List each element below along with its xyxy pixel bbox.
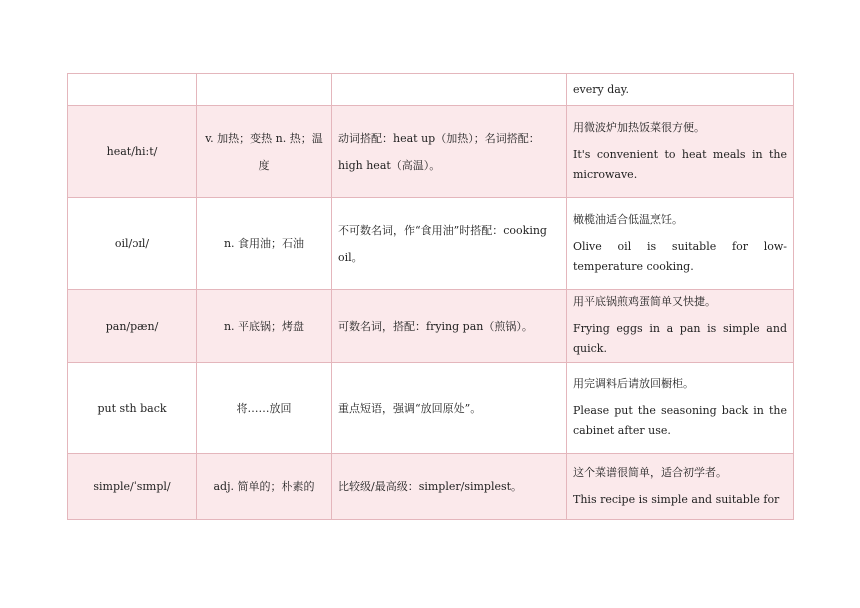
vocabulary-table	[67, 73, 794, 520]
pos-cell: n. 平底锅；烤盘	[197, 290, 332, 363]
word-cell	[68, 74, 197, 106]
example-cell	[567, 290, 794, 363]
note-cell: 比较级/最高级：simpler/simplest。	[332, 454, 567, 520]
table-row	[68, 454, 794, 520]
example-en: Frying eggs in a pan is simple and quick.	[573, 322, 787, 355]
example-en: Olive oil is suitable for low-temperature cooking.	[573, 239, 787, 273]
example-en: This recipe is simple and suitable for	[573, 492, 780, 506]
note-cell: 动词搭配：heat up（加热）；名词搭配：high heat（高温）。	[332, 106, 567, 198]
note-cell: 重点短语，强调“放回原处”。	[332, 363, 567, 454]
pos-cell: n. 食用油；石油	[197, 198, 332, 290]
example-en: It's convenient to heat meals in the microwave.	[573, 147, 787, 181]
word-cell: put sth back	[68, 363, 197, 454]
example-cell	[567, 363, 794, 454]
example-cn: 橄榄油适合低温烹饪。	[573, 212, 683, 226]
example-cn: 用完调料后请放回橱柜。	[573, 377, 694, 390]
table-row	[68, 106, 794, 198]
example-en: every day.	[573, 82, 630, 96]
note-cell	[332, 74, 567, 106]
example-en: Please put the seasoning back in the cabinet after use.	[573, 404, 787, 437]
table-row	[68, 363, 794, 454]
example-cell	[567, 198, 794, 290]
pos-cell: adj. 简单的；朴素的	[197, 454, 332, 520]
word-cell: oil/ɔɪl/	[68, 198, 197, 290]
note-cell: 不可数名词，作“食用油”时搭配：cooking oil。	[332, 198, 567, 290]
pos-cell: v. 加热；变热 n. 热；温度	[197, 106, 332, 198]
word-cell: simple/ˈsɪmpl/	[68, 454, 197, 520]
word-cell: pan/pæn/	[68, 290, 197, 363]
word-cell: heat/hi:t/	[68, 106, 197, 198]
example-cell	[567, 74, 794, 106]
example-cn: 用微波炉加热饭菜很方便。	[573, 120, 705, 134]
example-cn: 用平底锅煎鸡蛋简单又快捷。	[573, 295, 716, 308]
table-row	[68, 290, 794, 363]
example-cn: 这个菜谱很简单，适合初学者。	[573, 465, 727, 479]
example-cell	[567, 454, 794, 520]
note-cell: 可数名词，搭配：frying pan（煎锅）。	[332, 290, 567, 363]
pos-cell	[197, 74, 332, 106]
table-row-continuation	[68, 74, 794, 106]
example-cell	[567, 106, 794, 198]
table-row	[68, 198, 794, 290]
pos-cell: 将……放回	[197, 363, 332, 454]
